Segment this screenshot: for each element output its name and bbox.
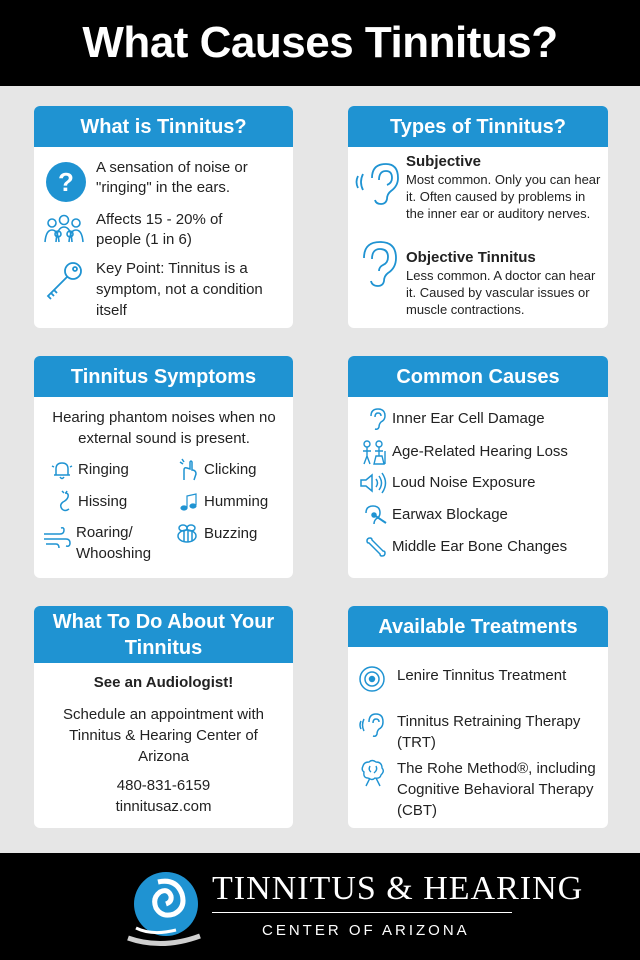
- cause-label: Inner Ear Cell Damage: [392, 410, 545, 427]
- music-notes-icon: [178, 490, 202, 514]
- wind-icon: [42, 526, 72, 552]
- type-text-subjective: Most common. Only you can hear it. Often caused by problems in the inner ear or auditory nerves.: [406, 172, 601, 221]
- logo-divider: [212, 912, 512, 913]
- cause-item: [364, 535, 567, 559]
- logo-line-1: TINNITUS & HEARING: [212, 870, 584, 907]
- what-is-heading: What is Tinnitus?: [34, 106, 293, 147]
- types-heading: Types of Tinnitus?: [348, 106, 608, 147]
- logo-icon: [122, 866, 206, 948]
- todo-card: [34, 606, 293, 828]
- what-is-text-2: Affects 15 - 20% of people (1 in 6): [96, 211, 223, 248]
- symptom-label: Buzzing: [204, 525, 258, 542]
- symptom-item: [172, 522, 257, 546]
- symptom-item: [178, 458, 257, 482]
- symptom-item: [50, 458, 129, 482]
- treatment-item: [358, 758, 597, 821]
- symptom-item: [42, 522, 156, 564]
- treatments-card: [348, 606, 608, 828]
- treatment-item: [358, 665, 597, 693]
- types-card: [348, 106, 608, 328]
- people-icon: [42, 212, 86, 248]
- elderly-couple-icon: [358, 439, 388, 465]
- inner-ear-icon: [366, 407, 388, 431]
- symptoms-card: [34, 356, 293, 578]
- treatments-heading: Available Treatments: [348, 606, 608, 647]
- page-title: What Causes Tinnitus?: [82, 18, 558, 67]
- ear-icon: [358, 238, 402, 288]
- symptom-label: Humming: [204, 493, 269, 510]
- device-icon: [358, 665, 386, 693]
- logo-line-2: CENTER OF ARIZONA: [262, 922, 470, 939]
- type-title-objective: Objective Tinnitus: [406, 249, 536, 266]
- list-item: [42, 258, 266, 321]
- list-item: [42, 212, 266, 250]
- cause-label: Age-Related Hearing Loss: [392, 443, 568, 460]
- treatment-item: [358, 711, 597, 753]
- todo-website[interactable]: tinnitusaz.com: [115, 798, 212, 815]
- treatment-label: The Rohe Method®, including Cognitive Behavioral Therapy (CBT): [397, 760, 596, 819]
- causes-card: [348, 356, 608, 578]
- type-objective: [406, 248, 602, 318]
- cause-item: [358, 471, 535, 495]
- speaker-icon: [358, 471, 388, 495]
- symptom-label: Ringing: [78, 461, 129, 478]
- question-icon: [44, 160, 88, 204]
- symptoms-heading: Tinnitus Symptoms: [34, 356, 293, 397]
- todo-phone[interactable]: 480-831-6159: [116, 777, 211, 794]
- what-is-text-1: A sensation of noise or "ringing" in the ears.: [96, 159, 248, 196]
- todo-cta: See an Audiologist!: [93, 674, 234, 691]
- ear-swab-icon: [362, 503, 388, 527]
- cause-item: [358, 439, 568, 465]
- page-header: [0, 0, 640, 86]
- cause-item: [366, 407, 545, 431]
- treatment-label: Lenire Tinnitus Treatment: [397, 667, 567, 684]
- cause-label: Loud Noise Exposure: [392, 474, 536, 491]
- symptom-label: Clicking: [204, 461, 257, 478]
- treatment-label: Tinnitus Retraining Therapy (TRT): [397, 713, 581, 751]
- todo-heading: What To Do About Your Tinnitus: [34, 606, 293, 663]
- bell-icon: [50, 458, 74, 482]
- ear-wave-icon: [358, 711, 386, 739]
- bone-icon: [364, 535, 388, 559]
- key-icon: [42, 258, 86, 302]
- finger-snap-icon: [178, 458, 202, 482]
- type-title-subjective: Subjective: [406, 153, 482, 170]
- type-subjective: [406, 152, 602, 222]
- symptom-item: [54, 490, 127, 514]
- what-is-text-3: Key Point: Tinnitus is a symptom, not a condition itself: [96, 260, 263, 319]
- bee-icon: [172, 522, 202, 546]
- todo-text: Schedule an appointment with Tinnitus & Hearing Center of Arizona: [63, 706, 264, 765]
- snake-icon: [54, 490, 76, 514]
- cause-label: Middle Ear Bone Changes: [392, 538, 568, 555]
- svg-text:?: ?: [58, 167, 74, 197]
- cause-item: [362, 503, 508, 527]
- symptom-item: [178, 490, 268, 514]
- symptoms-intro: Hearing phantom noises when no external sound is present.: [52, 409, 276, 447]
- symptom-label: Roaring/ Whooshing: [76, 524, 152, 562]
- what-is-card: [34, 106, 293, 328]
- brain-icon: [358, 758, 386, 788]
- ear-sound-icon: [354, 158, 404, 206]
- list-item: [44, 160, 276, 204]
- causes-heading: Common Causes: [348, 356, 608, 397]
- cause-label: Earwax Blockage: [392, 506, 508, 523]
- symptom-label: Hissing: [78, 493, 128, 510]
- type-text-objective: Less common. A doctor can hear it. Caused by vascular issues or muscle contractions.: [406, 268, 596, 317]
